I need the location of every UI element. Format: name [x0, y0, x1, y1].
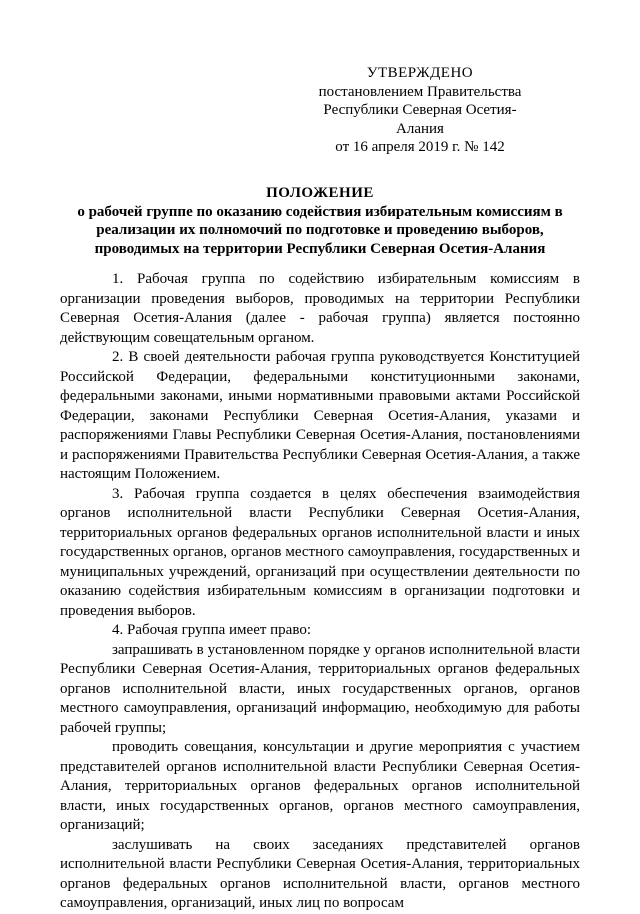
approval-date: от 16 апреля 2019 г. № 142: [335, 139, 505, 155]
paragraph-1: 1. Рабочая группа по содействию избирательным комиссиям в организации проведения выборов, проводимых на территории Республики Северная Осетия-Алания (далее - рабочая группа) является постоянно действующим совещательным органом.: [60, 271, 580, 346]
list-item-hold-meetings: проводить совещания, консультации и другие мероприятия с участием представителей органов исполнительной власти Республики Северная Осетия-Алания, территориальных органов федеральных органов исполнительной власти, иных государственных органов, органов местного самоуправления, организаций;: [60, 739, 580, 833]
list-item-hear-representatives: заслушивать на своих заседаниях представителей органов исполнительной власти Республики Северная Осетия-Алания, территориальных органов федеральных органов исполнительной власти, органов местного самоуправления, организаций, иных лиц по вопросам: [60, 836, 580, 911]
document-type: ПОЛОЖЕНИЕ: [266, 185, 374, 201]
paragraph-2: 2. В своей деятельности рабочая группа руководствуется Конституцией Российской Федерации, федеральными конституционными законами, федеральными законами, иными нормативными правовыми актами Российской Федерации, законами Республики Северная Осетия-Алания, указами и распоряжениями Главы Республики Северная Осетия-Алания, постановлениями и распоряжениями Правительства Республики Северная Осетия-Алания, а также настоящим Положением.: [60, 349, 580, 482]
approval-line: Республики Северная Осетия-Алания: [323, 102, 517, 137]
document-title-line: проводимых на территории Республики Северная Осетия-Алания: [94, 240, 546, 257]
document-title-line: о рабочей группе по оказанию содействия избирательным комиссиям в: [77, 203, 563, 220]
list-item-request-info: запрашивать в установленном порядке у органов исполнительной власти Республики Северная Осетия-Алания, территориальных органов федеральных органов исполнительной власти, иных государственных органов, органов местного самоуправления, организаций информацию, необходимую для работы рабочей группы;: [60, 641, 580, 736]
approval-heading: УТВЕРЖДЕНО: [366, 65, 474, 81]
approval-stamp: [300, 64, 540, 157]
approval-line: постановлением Правительства: [318, 83, 522, 100]
document-body: [60, 270, 580, 914]
document-title-line: реализации их полномочий по подготовке и проведению выборов,: [96, 222, 544, 238]
document-title-block: [60, 184, 580, 258]
paragraph-4: 4. Рабочая группа имеет право:: [112, 622, 311, 638]
paragraph-3: 3. Рабочая группа создается в целях обеспечения взаимодействия органов исполнительной власти Республики Северная Осетия-Алания, территориальных органов федеральных органов исполнительной власти и иных государственных органов, органов местного самоуправления, государственных и муниципальных учреждений, организаций при осуществлении деятельности по оказанию содействия избирательным комиссиям в организации подготовки и проведения выборов.: [60, 485, 580, 619]
